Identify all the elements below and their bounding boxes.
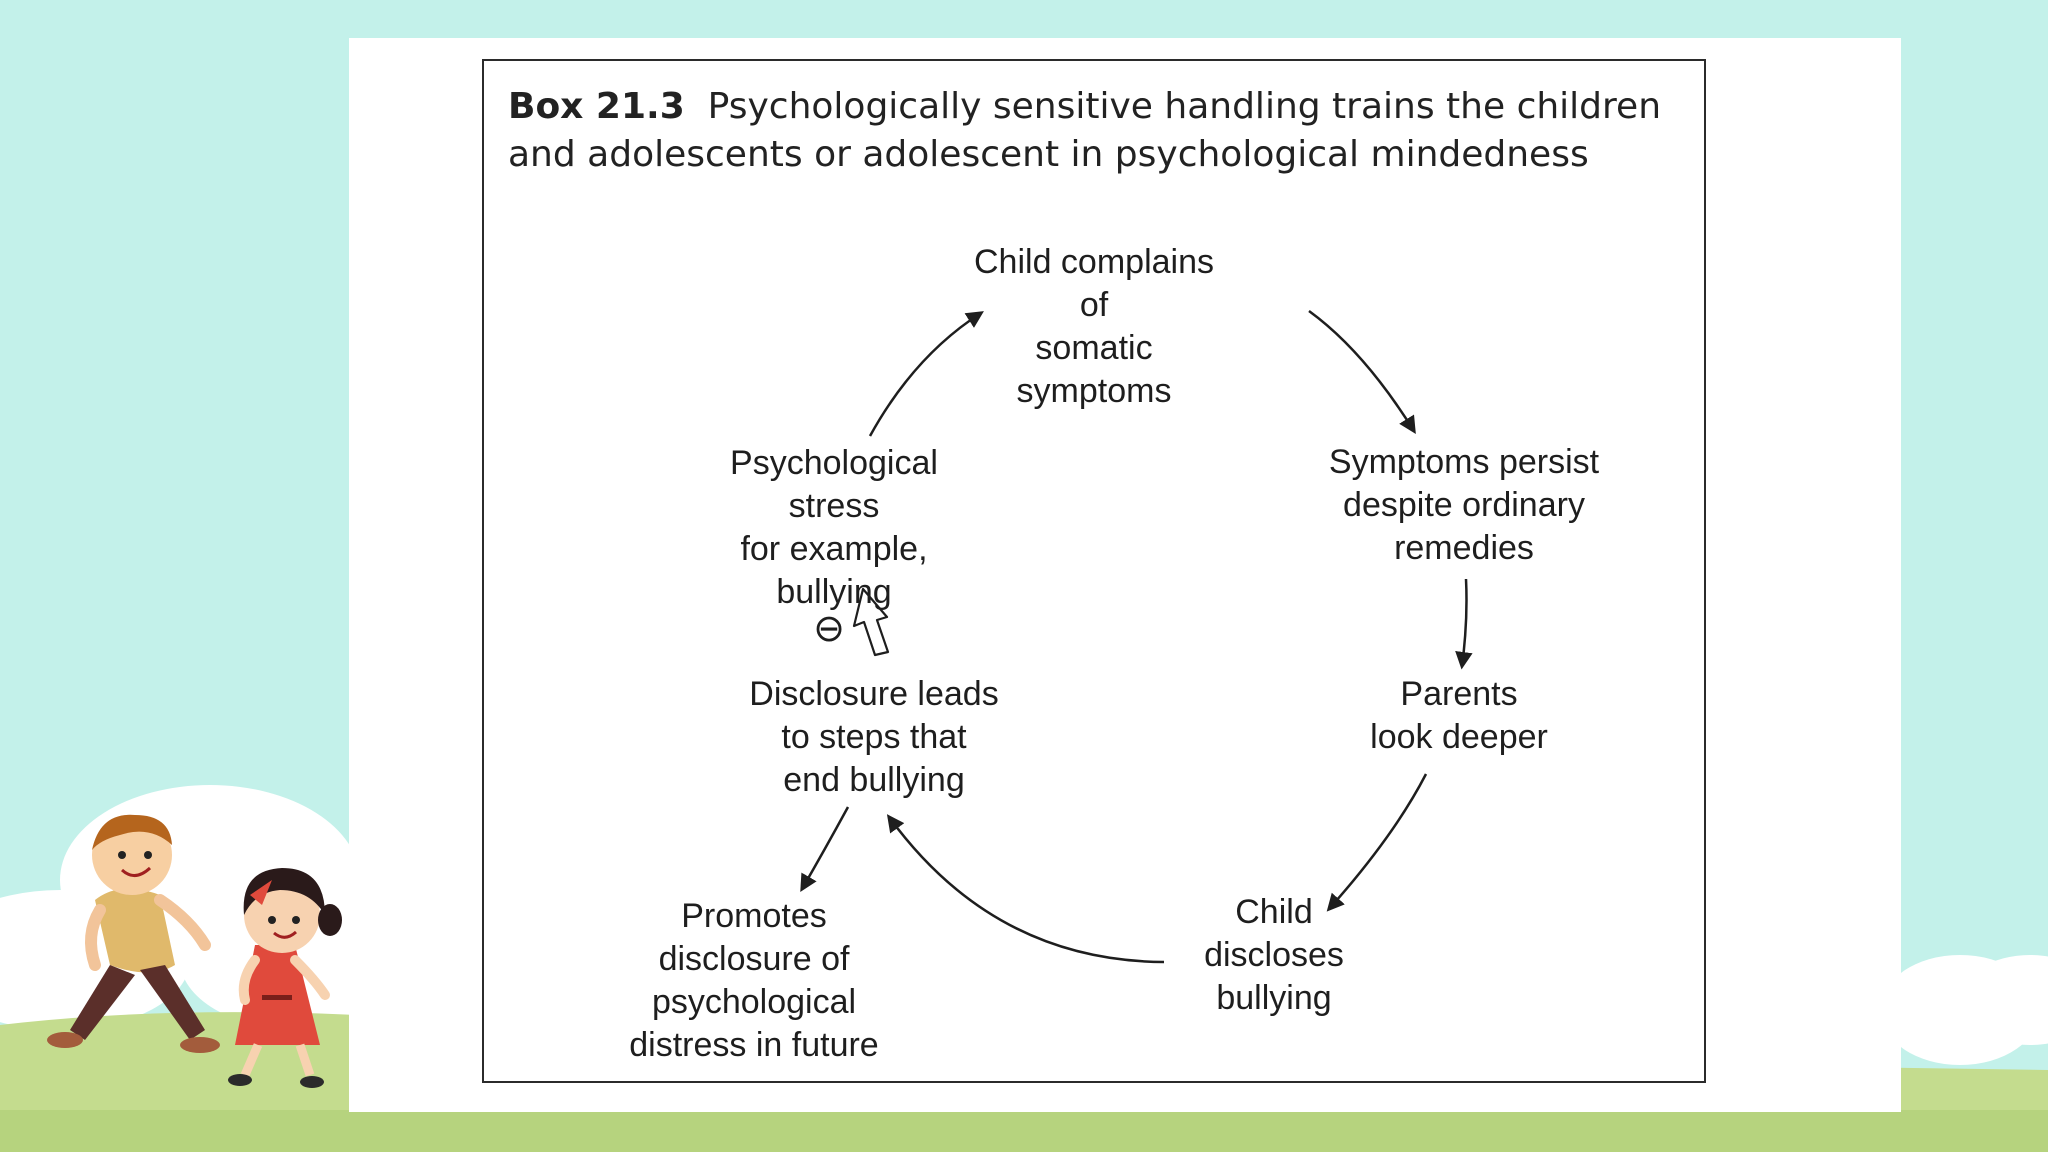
girl-figure [228,868,342,1088]
arrow-parents-to-discloses [1329,774,1426,909]
arrow-persist-to-parents [1462,579,1467,666]
node-child-discloses: Child discloses bullying [1204,893,1344,1017]
arrow-discloses-to-steps [889,817,1164,962]
node-symptoms-persist: Symptoms persist despite ordinary remedies [1328,443,1600,567]
boy-figure [47,815,220,1053]
box-21-3 [482,59,1706,1083]
box-label: Box 21.3 [508,86,685,127]
node-parents-look-deeper: Parents look deeper [1370,675,1548,756]
box-title-text: Psychologically sensitive handling trains the children and adolescents or adolescent in psychological mindedness [508,86,1662,175]
node-psychological-stress: Psychological stress for example, bullying [730,444,938,611]
inhibit-symbol: ⊖ [813,608,845,650]
node-promotes-disclosure: Promotes disclosure of psychological distress in future [629,897,879,1064]
arrow-somatic-to-persist [1309,311,1414,431]
node-disclosure-leads: Disclosure leads to steps that end bullying [749,675,999,799]
arrow-steps-to-promotes [802,807,848,889]
node-child-complains: Child complains of somatic symptoms [974,243,1214,410]
